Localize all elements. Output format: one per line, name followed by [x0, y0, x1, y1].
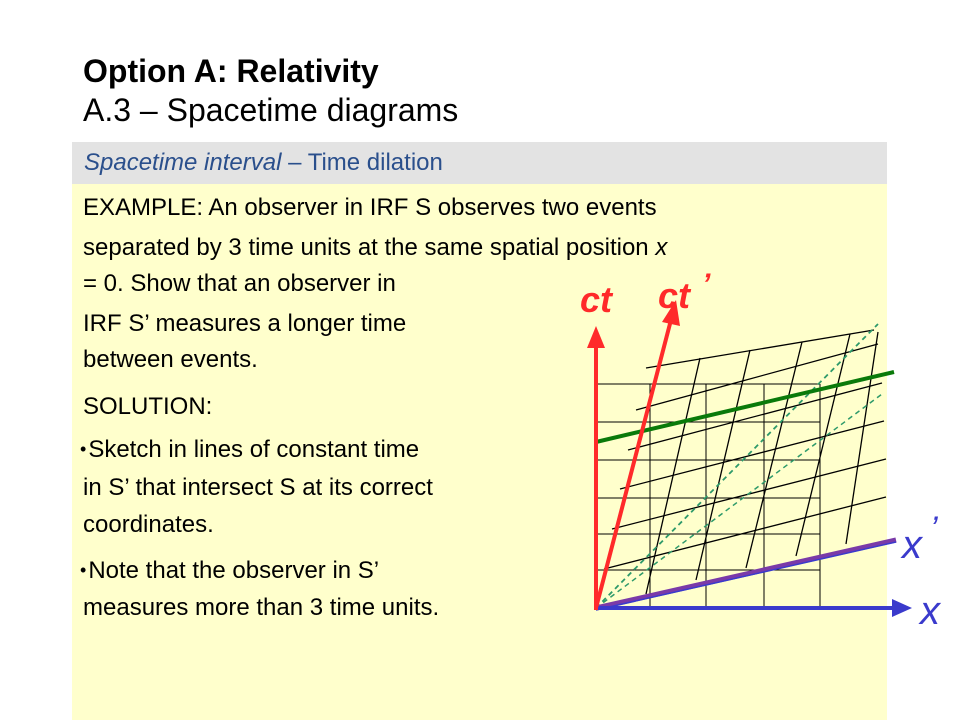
- slide-title: Option A: Relativity: [83, 53, 379, 89]
- bullet-2-icon: •: [80, 560, 87, 580]
- ct-prime-mark: ’: [702, 272, 711, 301]
- ct-prime-axis-label: ct: [658, 275, 691, 316]
- x-prime-axis-label: x: [902, 523, 922, 567]
- bullet-2-line-1: [80, 555, 379, 588]
- spacetime-diagram: [560, 272, 960, 642]
- ct-prime-axis: [596, 316, 672, 608]
- grid-line: [628, 383, 882, 450]
- bullet-2-line-2: measures more than 3 time units.: [83, 594, 440, 621]
- title-block: [83, 52, 458, 130]
- example-line-2-text: separated by 3 time units at the same spatial position: [83, 234, 656, 261]
- x-axis-label: x: [920, 589, 940, 633]
- bullet-1-line-2: in S’ that intersect S at its correct: [83, 474, 433, 501]
- bullet-1-text: Sketch in lines of constant time: [88, 436, 420, 463]
- x-prime-axis-edge: [596, 542, 896, 610]
- light-line: [596, 324, 878, 608]
- bullet-2-text: Note that the observer in S’: [88, 557, 380, 584]
- grid-line: [604, 497, 886, 569]
- x-prime-mark: ’: [930, 510, 938, 548]
- grid-line: [846, 332, 878, 544]
- grid-line: [646, 358, 700, 594]
- section-header-italic: Spacetime interval: [84, 149, 282, 176]
- ct-axis-arrowhead: [587, 326, 605, 348]
- example-line-3: = 0. Show that an observer in: [83, 270, 396, 297]
- grid-line: [636, 344, 878, 410]
- bullet-1-line-1: [80, 434, 419, 467]
- section-header: [84, 149, 443, 177]
- solution-heading: SOLUTION:: [83, 393, 213, 420]
- ct-axis-label: ct: [580, 279, 613, 320]
- grid-line: [620, 421, 884, 489]
- grid-line: [796, 334, 850, 556]
- example-line-2: [83, 232, 667, 264]
- example-line-4: IRF S’ measures a longer time: [83, 310, 407, 337]
- bullet-1-icon: •: [80, 439, 87, 459]
- example-line-5: between events.: [83, 346, 258, 373]
- example-variable-x: x: [655, 234, 668, 261]
- x-axis-arrowhead: [892, 599, 912, 617]
- section-header-rest: – Time dilation: [281, 149, 443, 176]
- bullet-1-line-3: coordinates.: [83, 511, 214, 538]
- section-header-bar: [72, 142, 887, 184]
- example-line-1: EXAMPLE: An observer in IRF S observes two events: [83, 194, 657, 221]
- slide-subtitle: A.3 – Spacetime diagrams: [83, 92, 459, 128]
